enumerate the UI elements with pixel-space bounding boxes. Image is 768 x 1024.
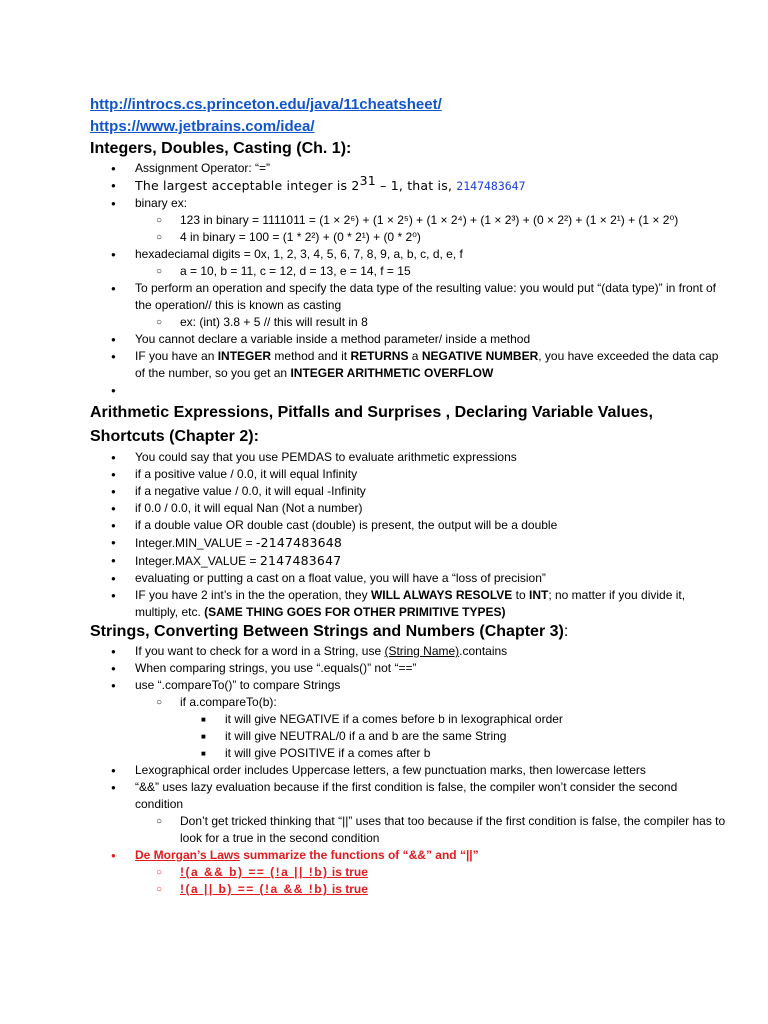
- max-int-value: 2147483647: [456, 179, 526, 193]
- list-item: ○ 123 in binary = 1111011 = (1 × 2⁶) + (1 × 2⁵) + (1 × 2⁴) + (1 × 2³) + (0 × 2²) + (1 × 2¹) + (1 × 2⁰): [135, 212, 728, 229]
- list-item-demorgan: ● De Morgan’s Laws summarize the functions of “&&” and “||” ○ !(a && b) == (!a || !b) is true ○ !(a || b) == (!a && !b) is true: [90, 847, 728, 898]
- list-item: ● if 0.0 / 0.0, it will equal Nan (Not a number): [90, 500, 728, 517]
- section-heading-ch1: Integers, Doubles, Casting (Ch. 1):: [90, 140, 352, 157]
- list-item: ● When comparing strings, you use “.equals()” not “==”: [90, 660, 728, 677]
- list-item: ○ ex: (int) 3.8 + 5 // this will result in 8: [135, 314, 728, 331]
- section1-list: [90, 160, 728, 399]
- list-item: ● hexadeciamal digits = 0x, 1, 2, 3, 4, 5, 6, 7, 8, 9, a, b, c, d, e, f ○ a = 10, b = 11, c = 12, d = 13, e = 14, f = 15: [90, 246, 728, 280]
- list-item: ● evaluating or putting a cast on a float value, you will have a “loss of precision”: [90, 570, 728, 587]
- jetbrains-idea-link[interactable]: https://www.jetbrains.com/idea/: [90, 118, 315, 135]
- list-item: ○ a = 10, b = 11, c = 12, d = 13, e = 14, f = 15: [135, 263, 728, 280]
- empty-list-item: [90, 382, 728, 399]
- list-item: ● if a positive value / 0.0, it will equal Infinity: [90, 466, 728, 483]
- section-heading-ch2: Arithmetic Expressions, Pitfalls and Surprises , Declaring Variable Values, Shortcuts (Chapter 2):: [90, 404, 653, 445]
- list-item: ● Assignment Operator: “=”: [90, 160, 728, 177]
- list-item: ○ if a.compareTo(b): ■ it will give NEGATIVE if a comes before b in lexographical order ■ it will give NEUTRAL/0 if a and b are the same String ■ it will give POSITIVE if a comes after b: [135, 694, 728, 762]
- section-heading-ch3: Strings, Converting Between Strings and Numbers (Chapter 3):: [90, 623, 569, 640]
- section3-list: [90, 643, 728, 898]
- list-item: ● You could say that you use PEMDAS to evaluate arithmetic expressions: [90, 449, 728, 466]
- section2-list: [90, 449, 728, 621]
- list-item: ● If you want to check for a word in a String, use (String Name).contains: [90, 643, 728, 660]
- list-item: ○ 4 in binary = 100 = (1 * 2²) + (0 * 2¹) + (0 * 2⁰): [135, 229, 728, 246]
- list-item: ● IF you have 2 int’s in the the operation, they WILL ALWAYS RESOLVE to INT; no matter if you divide it, multiply, etc. (SAME THING GOES FOR OTHER PRIMITIVE TYPES): [90, 587, 728, 621]
- list-item: ■ it will give POSITIVE if a comes after b: [180, 745, 728, 762]
- list-item: ● “&&” uses lazy evaluation because if the first condition is false, the compiler won’t consider the second condition ○ Don’t get tricked thinking that “||” uses that too because if the first condition is false, the compiler has to look for a true in the second condition: [90, 779, 728, 847]
- list-item: ● Integer.MIN_VALUE = -2147483648: [90, 534, 728, 552]
- list-item: ● if a negative value / 0.0, it will equal -Infinity: [90, 483, 728, 500]
- list-item: ● binary ex: ○ 123 in binary = 1111011 = (1 × 2⁶) + (1 × 2⁵) + (1 × 2⁴) + (1 × 2³) + (0 × 2²) + (1 × 2¹) + (1 × 2⁰) ○ 4 in binary = 100 = (1 * 2²) + (0 * 2¹) + (0 * 2⁰): [90, 195, 728, 246]
- list-item: ● The largest acceptable integer is $2^{31} - 1$, that is, 2147483647: [90, 177, 728, 195]
- list-item: ○ Don’t get tricked thinking that “||” uses that too because if the first condition is false, the compiler has to look for a true in the second condition: [135, 813, 728, 847]
- list-item: ● IF you have an INTEGER method and it RETURNS a NEGATIVE NUMBER, you have exceeded the data cap of the number, so you get an INTEGER ARITHMETIC OVERFLOW: [90, 348, 728, 382]
- list-item: ● if a double value OR double cast (double) is present, the output will be a double: [90, 517, 728, 534]
- list-item: ● To perform an operation and specify the data type of the resulting value: you would put “(data type)” in front of the operation// this is known as casting ○ ex: (int) 3.8 + 5 // this will result in 8: [90, 280, 728, 331]
- list-item: ● use “.compareTo()” to compare Strings ○ if a.compareTo(b): ■ it will give NEGATIVE if a comes before b in lexographical order ■ it will give NEUTRAL/0 if a and b are the same String ■ it will give POSITIVE if a comes after b: [90, 677, 728, 762]
- list-item: ● You cannot declare a variable inside a method parameter/ inside a method: [90, 331, 728, 348]
- list-item-law1: ○ !(a && b) == (!a || !b) is true: [135, 864, 728, 881]
- princeton-cheatsheet-link[interactable]: http://introcs.cs.princeton.edu/java/11cheatsheet/: [90, 96, 442, 113]
- list-item: ● Integer.MAX_VALUE = 2147483647: [90, 552, 728, 570]
- list-item: ■ it will give NEUTRAL/0 if a and b are the same String: [180, 728, 728, 745]
- list-item: ■ it will give NEGATIVE if a comes before b in lexographical order: [180, 711, 728, 728]
- list-item-law2: ○ !(a || b) == (!a && !b) is true: [135, 881, 728, 898]
- list-item: ● Lexographical order includes Uppercase letters, a few punctuation marks, then lowercase letters: [90, 762, 728, 779]
